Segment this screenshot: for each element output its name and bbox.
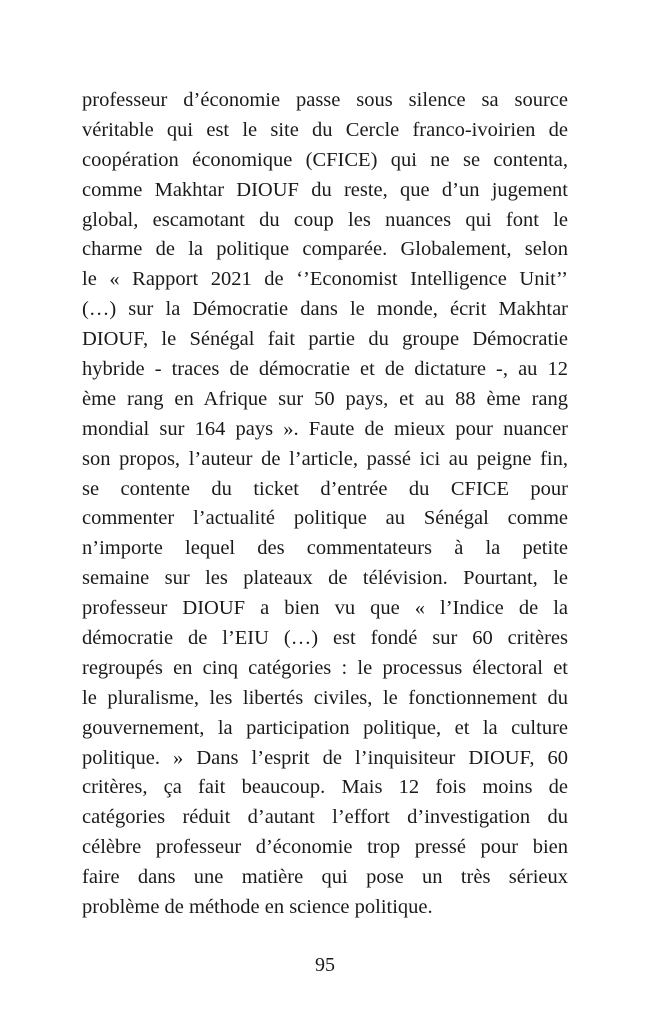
text-line: n’importe lequel des commentateurs à la petite bbox=[82, 537, 568, 560]
text-line: le « Rapport 2021 de ‘’Economist Intelligence Unit’’ bbox=[82, 268, 568, 291]
text-line: semaine sur les plateaux de télévision. Pourtant, le bbox=[82, 567, 568, 590]
text-line: démocratie de l’EIU (…) est fondé sur 60 critères bbox=[82, 627, 568, 650]
text-line: problème de méthode en science politique. bbox=[82, 896, 433, 919]
text-line: célèbre professeur d’économie trop pressé pour bien bbox=[82, 836, 568, 859]
text-line: se contente du ticket d’entrée du CFICE pour bbox=[82, 477, 568, 500]
text-line: global, escamotant du coup les nuances qui font le bbox=[82, 208, 568, 231]
text-line: catégories réduit d’autant l’effort d’investigation du bbox=[82, 806, 568, 829]
text-line: le pluralisme, les libertés civiles, le fonctionnement du bbox=[82, 686, 568, 709]
text-line: politique. » Dans l’esprit de l’inquisiteur DIOUF, 60 bbox=[82, 746, 568, 769]
text-line: critères, ça fait beaucoup. Mais 12 fois moins de bbox=[82, 776, 568, 799]
text-line: hybride - traces de démocratie et de dictature -, au 12 bbox=[82, 358, 568, 381]
text-line: son propos, l’auteur de l’article, passé ici au peigne fin, bbox=[82, 447, 568, 470]
text-line: (…) sur la Démocratie dans le monde, écrit Makhtar bbox=[82, 298, 568, 321]
text-line: faire dans une matière qui pose un très sérieux bbox=[82, 866, 568, 889]
page-number: 95 bbox=[315, 954, 335, 976]
text-line: charme de la politique comparée. Globalement, selon bbox=[82, 238, 568, 261]
text-line: comme Makhtar DIOUF du reste, que d’un jugement bbox=[82, 178, 568, 201]
text-line: coopération économique (CFICE) qui ne se contenta, bbox=[82, 148, 568, 171]
body-paragraph bbox=[82, 86, 568, 923]
text-line: professeur DIOUF a bien vu que « l’Indice de la bbox=[82, 597, 568, 620]
text-line: DIOUF, le Sénégal fait partie du groupe Démocratie bbox=[82, 328, 568, 351]
text-line: regroupés en cinq catégories : le processus électoral et bbox=[82, 656, 568, 679]
text-line: mondial sur 164 pays ». Faute de mieux pour nuancer bbox=[82, 417, 568, 440]
text-line: professeur d’économie passe sous silence sa source bbox=[82, 89, 568, 111]
text-line: gouvernement, la participation politique, et la culture bbox=[82, 716, 568, 739]
text-line: véritable qui est le site du Cercle franco-ivoirien de bbox=[82, 118, 568, 141]
text-line: ème rang en Afrique sur 50 pays, et au 88 ème rang bbox=[82, 387, 568, 410]
text-line: commenter l’actualité politique au Sénégal comme bbox=[82, 507, 568, 530]
